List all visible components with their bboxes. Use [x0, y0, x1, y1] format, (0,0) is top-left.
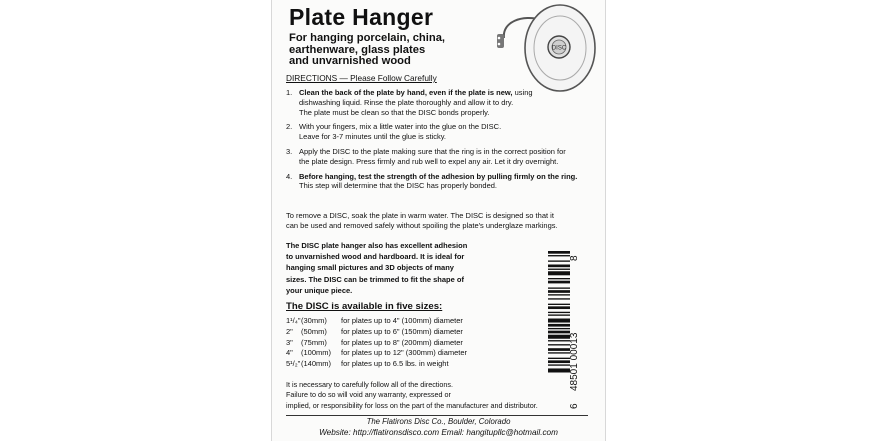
- barcode-bar: [548, 319, 570, 323]
- size-mm: (75mm): [301, 337, 327, 347]
- barcode-bar: [548, 328, 570, 329]
- step-number: 4.: [286, 171, 293, 181]
- step-bold-text: Clean the back of the plate by hand, even if the plate is new,: [299, 88, 513, 97]
- barcode-bar: [548, 344, 570, 345]
- size-mm: (50mm): [301, 326, 327, 336]
- removal-note: [286, 211, 598, 231]
- company-name: The Flatirons Disc Co., Boulder, Colorado: [366, 417, 511, 426]
- plate-hanger-illustration: [482, 4, 602, 94]
- barcode-bar: [548, 290, 570, 293]
- barcode-bar: [548, 340, 570, 341]
- barcode-bar: [548, 331, 570, 334]
- barcode-bar: [548, 312, 570, 313]
- size-row: [286, 359, 467, 370]
- size-inch: 1¹/₄": [286, 316, 301, 325]
- barcode-bar: [548, 368, 570, 372]
- size-desc: for plates up to 6" (150mm) diameter: [341, 326, 463, 336]
- barcode-bar: [548, 304, 570, 305]
- disc-line: your unique piece.: [286, 285, 353, 295]
- disc-line: The DISC plate hanger also has excellent adhesion: [286, 241, 468, 250]
- step-line: Leave for 3-7 minutes until the glue is sticky.: [299, 132, 447, 142]
- direction-step: [286, 88, 598, 117]
- barcode-bar: [548, 260, 570, 261]
- barcode-bar: [548, 287, 570, 288]
- size-row: [286, 348, 467, 359]
- step-line: Apply the DISC to the plate making sure that the ring is in the correct position for: [299, 146, 566, 156]
- barcode-bar: [548, 281, 570, 284]
- disc-description: [286, 240, 504, 296]
- directions-heading: DIRECTIONS — Please Follow Carefully: [286, 73, 437, 83]
- disc-line: hanging small pictures and 3D objects of many: [286, 263, 454, 273]
- step-line: using: [512, 88, 533, 97]
- barcode-middle-digits: 48501 00013: [569, 332, 580, 391]
- disc-line: to unvarnished wood and hardboard. It is ideal for: [286, 252, 465, 262]
- barcode-bar: [548, 269, 570, 270]
- size-inch: 5¹/₂": [286, 359, 301, 369]
- size-desc: for plates up to 4" (100mm) diameter: [341, 316, 463, 325]
- warranty-line: implied, or responsibility for loss on the part of the manufacturer and distributor.: [286, 400, 538, 410]
- subtitle: [289, 33, 499, 68]
- page-title: Plate Hanger: [289, 4, 434, 30]
- size-row: [286, 316, 467, 327]
- warranty-line: Failure to do so will void any warranty, expressed or: [286, 390, 451, 400]
- size-row: [286, 338, 467, 349]
- size-desc: for plates up to 6.5 lbs. in weight: [341, 359, 449, 369]
- barcode-bar: [548, 298, 570, 299]
- barcode-bar: [548, 335, 570, 339]
- warranty-line: It is necessary to carefully follow all of the directions.: [286, 380, 453, 389]
- barcode-bar: [548, 255, 570, 256]
- barcode-bar: [548, 251, 570, 254]
- sizes-table: [286, 316, 467, 370]
- barcode-left-digit: 6: [569, 403, 580, 409]
- subtitle-line: For hanging porcelain, china,: [289, 32, 446, 44]
- barcode-bar: [548, 358, 570, 359]
- size-desc: for plates up to 12" (300mm) diameter: [341, 348, 468, 358]
- direction-step: [286, 147, 598, 167]
- barcode-bar: [548, 314, 570, 315]
- disc-label: DISC: [551, 45, 567, 52]
- step-number: 1.: [286, 88, 293, 97]
- removal-line: To remove a DISC, soak the plate in warm water. The DISC is designed so that it: [286, 211, 554, 220]
- size-mm: (100mm): [301, 348, 332, 358]
- step-line: The plate must be clean so that the DISC bonds properly.: [299, 107, 490, 117]
- barcode-bar: [548, 360, 570, 363]
- step-line: the plate design. Press firmly and rub well to expel any air. Let it dry overnight.: [299, 156, 559, 166]
- disc-line: sizes. The DISC can be trimmed to fit the shape of: [286, 274, 464, 284]
- step-line: With your fingers, mix a little water into the glue on the DISC.: [299, 122, 502, 132]
- footer-divider: [286, 415, 588, 416]
- barcode-bar: [548, 364, 570, 365]
- step-line: This step will determine that the DISC has properly bonded.: [299, 181, 498, 191]
- direction-step: [286, 122, 598, 142]
- barcode-bar: [548, 352, 570, 353]
- barcode-bar: [548, 271, 570, 275]
- warranty-note: [286, 380, 586, 411]
- size-desc: for plates up to 8" (200mm) diameter: [341, 337, 463, 347]
- barcode-bar: [548, 348, 570, 351]
- direction-step: [286, 172, 598, 192]
- size-inch: 4": [286, 348, 293, 358]
- subtitle-line: earthenware, glass plates: [289, 43, 426, 56]
- barcode-right-digit: 8: [569, 255, 580, 261]
- subtitle-line: and unvarnished wood: [289, 55, 411, 68]
- barcode-bar: [548, 278, 570, 279]
- barcode-bar: [548, 265, 570, 268]
- directions-list: [286, 88, 598, 196]
- size-inch: 3": [286, 337, 293, 347]
- size-mm: (30mm): [301, 316, 327, 325]
- contact-info: Website: http://flatironsdisco.com Email: hangitupllc@hotmail.com: [319, 428, 558, 437]
- instruction-card: [271, 0, 606, 441]
- step-number: 2.: [286, 122, 293, 132]
- removal-line: can be used and removed safely without spoiling the plate's underglaze markings.: [286, 220, 558, 230]
- step-number: 3.: [286, 146, 293, 156]
- barcode-bar: [548, 306, 570, 309]
- sizes-heading: The DISC is available in five sizes:: [286, 301, 443, 312]
- step-bold-text: Before hanging, test the strength of the adhesion by pulling firmly on the ring.: [299, 171, 578, 181]
- barcode-bar: [548, 324, 570, 327]
- barcode-bar: [548, 294, 570, 295]
- size-mm: (140mm): [301, 359, 332, 369]
- size-row: [286, 327, 467, 338]
- size-inch: 2": [286, 326, 293, 336]
- step-line: dishwashing liquid. Rinse the plate thoroughly and allow it to dry.: [299, 97, 514, 107]
